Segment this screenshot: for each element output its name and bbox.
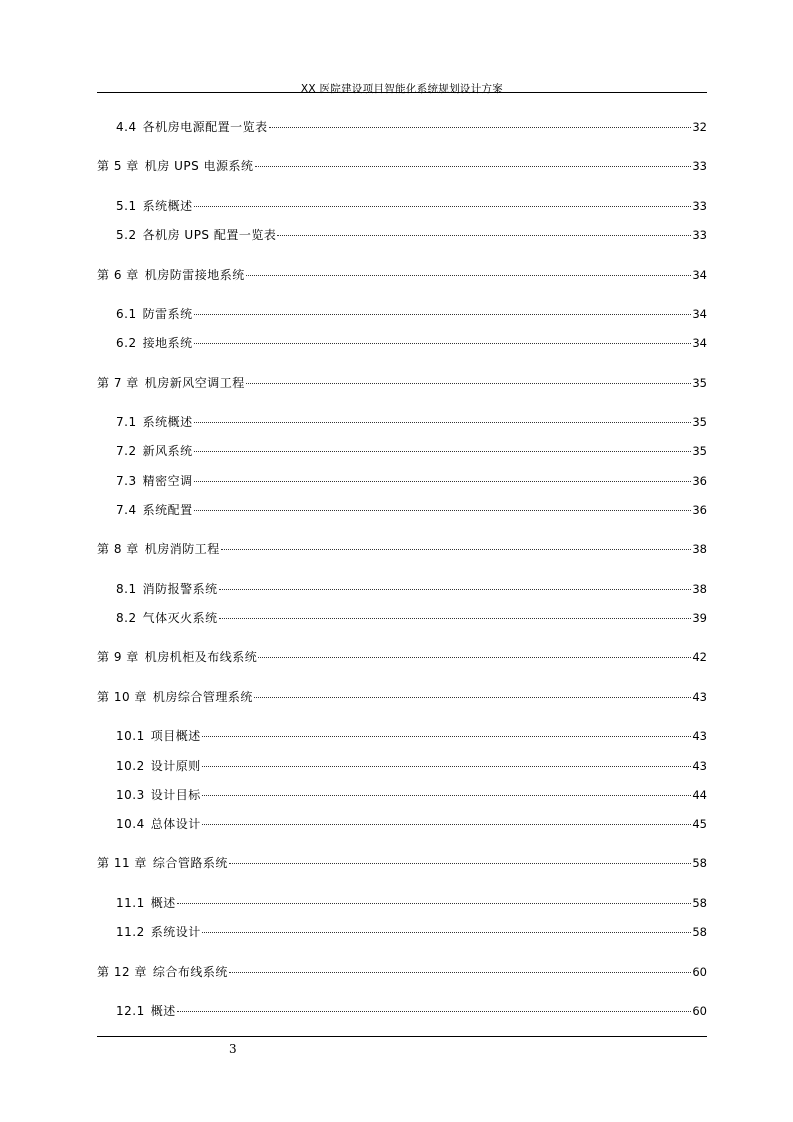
toc-entry-page: 35	[692, 415, 707, 429]
toc-dot-leader	[202, 824, 692, 825]
toc-entry-title: 系统配置	[142, 503, 193, 517]
toc-entry-title: 机房 UPS 电源系统	[144, 159, 254, 173]
header-title: XX 医院建设项目智能化系统规划设计方案	[300, 83, 504, 95]
toc-entry-number: 第 6 章	[97, 268, 139, 282]
toc-entry-number: 10.1	[116, 729, 145, 743]
toc-dot-leader	[194, 451, 692, 452]
toc-entry-page: 38	[692, 582, 707, 596]
toc-entry-page: 35	[692, 444, 707, 458]
toc-entry-page: 45	[692, 817, 707, 831]
toc-entry-title: 总体设计	[150, 817, 201, 831]
toc-entry-title: 概述	[150, 1004, 176, 1018]
toc-chapter-entry[interactable]	[97, 649, 707, 665]
toc-dot-leader	[277, 235, 691, 236]
toc-entry-number: 6.1	[116, 307, 137, 321]
toc-entry-title: 接地系统	[142, 336, 193, 350]
toc-dot-leader	[246, 383, 692, 384]
toc-entry-page: 58	[692, 896, 707, 910]
toc-entry-number: 7.1	[116, 415, 137, 429]
toc-entry-number: 第 8 章	[97, 542, 139, 556]
toc-entry-number: 第 11 章	[97, 856, 147, 870]
toc-section-entry[interactable]	[116, 306, 707, 322]
toc-entry-page: 36	[692, 474, 707, 488]
toc-section-entry[interactable]	[116, 816, 707, 832]
toc-section-entry[interactable]	[116, 119, 707, 135]
toc-entry-title: 机房新风空调工程	[144, 376, 245, 390]
toc-dot-leader	[202, 736, 692, 737]
toc-entry-page: 33	[692, 228, 707, 242]
toc-entry-page: 58	[692, 925, 707, 939]
toc-entry-page: 43	[692, 729, 707, 743]
toc-section-entry[interactable]	[116, 335, 707, 351]
toc-dot-leader	[221, 549, 692, 550]
toc-dot-leader	[202, 795, 692, 796]
toc-entry-title: 设计目标	[150, 788, 201, 802]
toc-entry-title: 新风系统	[142, 444, 193, 458]
toc-section-entry[interactable]	[116, 728, 707, 744]
toc-chapter-entry[interactable]	[97, 267, 707, 283]
toc-entry-page: 33	[692, 159, 707, 173]
toc-entry-title: 消防报警系统	[142, 582, 218, 596]
toc-entry-number: 第 12 章	[97, 965, 147, 979]
toc-entry-number: 第 9 章	[97, 650, 139, 664]
toc-entry-page: 43	[692, 690, 707, 704]
toc-entry-page: 34	[692, 268, 707, 282]
toc-section-entry[interactable]	[116, 610, 707, 626]
toc-entry-title: 机房防雷接地系统	[144, 268, 245, 282]
toc-entry-title: 系统概述	[142, 415, 193, 429]
page-number: 3	[229, 1042, 237, 1056]
toc-section-entry[interactable]	[116, 502, 707, 518]
toc-entry-page: 44	[692, 788, 707, 802]
toc-section-entry[interactable]	[116, 443, 707, 459]
toc-entry-title: 综合布线系统	[152, 965, 228, 979]
toc-entry-title: 机房综合管理系统	[152, 690, 253, 704]
toc-entry-title: 系统设计	[150, 925, 201, 939]
toc-section-entry[interactable]	[116, 895, 707, 911]
toc-entry-page: 39	[692, 611, 707, 625]
toc-entry-number: 4.4	[116, 120, 137, 134]
toc-dot-leader	[246, 275, 692, 276]
header-rule	[97, 92, 707, 93]
toc-entry-number: 11.2	[116, 925, 145, 939]
toc-section-entry[interactable]	[116, 414, 707, 430]
toc-dot-leader	[194, 343, 692, 344]
toc-dot-leader	[177, 1011, 692, 1012]
toc-entry-title: 系统概述	[142, 199, 193, 213]
toc-dot-leader	[202, 932, 692, 933]
toc-entry-title: 设计原则	[150, 759, 201, 773]
toc-entry-number: 10.4	[116, 817, 145, 831]
toc-section-entry[interactable]	[116, 1003, 707, 1019]
toc-dot-leader	[194, 481, 692, 482]
toc-dot-leader	[202, 766, 692, 767]
toc-entry-number: 5.1	[116, 199, 137, 213]
toc-section-entry[interactable]	[116, 227, 707, 243]
toc-entry-title: 气体灭火系统	[142, 611, 218, 625]
toc-chapter-entry[interactable]	[97, 375, 707, 391]
toc-entry-number: 10.3	[116, 788, 145, 802]
toc-dot-leader	[258, 657, 691, 658]
toc-section-entry[interactable]	[116, 581, 707, 597]
toc-entry-page: 60	[692, 1004, 707, 1018]
toc-entry-number: 8.1	[116, 582, 137, 596]
toc-entry-title: 概述	[150, 896, 176, 910]
toc-dot-leader	[219, 618, 692, 619]
toc-dot-leader	[177, 903, 692, 904]
toc-entry-number: 8.2	[116, 611, 137, 625]
toc-chapter-entry[interactable]	[97, 541, 707, 557]
toc-dot-leader	[269, 127, 692, 128]
toc-dot-leader	[194, 314, 692, 315]
toc-chapter-entry[interactable]	[97, 855, 707, 871]
toc-entry-number: 7.3	[116, 474, 137, 488]
toc-entry-title: 各机房 UPS 配置一览表	[142, 228, 277, 242]
toc-entry-title: 机房消防工程	[144, 542, 220, 556]
toc-entry-title: 项目概述	[150, 729, 201, 743]
toc-dot-leader	[255, 166, 692, 167]
toc-entry-number: 第 7 章	[97, 376, 139, 390]
toc-entry-number: 第 5 章	[97, 159, 139, 173]
toc-entry-page: 43	[692, 759, 707, 773]
toc-entry-number: 7.4	[116, 503, 137, 517]
toc-entry-number: 第 10 章	[97, 690, 147, 704]
toc-dot-leader	[194, 422, 692, 423]
toc-entry-title: 防雷系统	[142, 307, 193, 321]
toc-entry-number: 5.2	[116, 228, 137, 242]
toc-entry-page: 35	[692, 376, 707, 390]
toc-entry-page: 60	[692, 965, 707, 979]
toc-dot-leader	[194, 206, 692, 207]
toc-entry-page: 32	[692, 120, 707, 134]
toc-entry-number: 10.2	[116, 759, 145, 773]
toc-entry-number: 12.1	[116, 1004, 145, 1018]
toc-entry-number: 6.2	[116, 336, 137, 350]
toc-entry-title: 精密空调	[142, 474, 193, 488]
toc-dot-leader	[229, 863, 691, 864]
toc-entry-page: 58	[692, 856, 707, 870]
toc-chapter-entry[interactable]	[97, 158, 707, 174]
toc-entry-page: 36	[692, 503, 707, 517]
footer-rule	[97, 1036, 707, 1037]
toc-section-entry[interactable]	[116, 473, 707, 489]
toc-entry-title: 机房机柜及布线系统	[144, 650, 258, 664]
toc-chapter-entry[interactable]	[97, 689, 707, 705]
toc-dot-leader	[194, 510, 692, 511]
toc-section-entry[interactable]	[116, 198, 707, 214]
toc-chapter-entry[interactable]	[97, 964, 707, 980]
toc-dot-leader	[219, 589, 692, 590]
toc-entry-number: 7.2	[116, 444, 137, 458]
toc-dot-leader	[229, 972, 691, 973]
toc-entry-number: 11.1	[116, 896, 145, 910]
toc-entry-page: 34	[692, 336, 707, 350]
toc-entry-page: 34	[692, 307, 707, 321]
toc-entry-page: 38	[692, 542, 707, 556]
toc-section-entry[interactable]	[116, 787, 707, 803]
toc-entry-title: 各机房电源配置一览表	[142, 120, 268, 134]
toc-dot-leader	[254, 697, 691, 698]
toc-section-entry[interactable]	[116, 924, 707, 940]
toc-entry-page: 42	[692, 650, 707, 664]
toc-entry-page: 33	[692, 199, 707, 213]
toc-entry-title: 综合管路系统	[152, 856, 228, 870]
toc-section-entry[interactable]	[116, 758, 707, 774]
